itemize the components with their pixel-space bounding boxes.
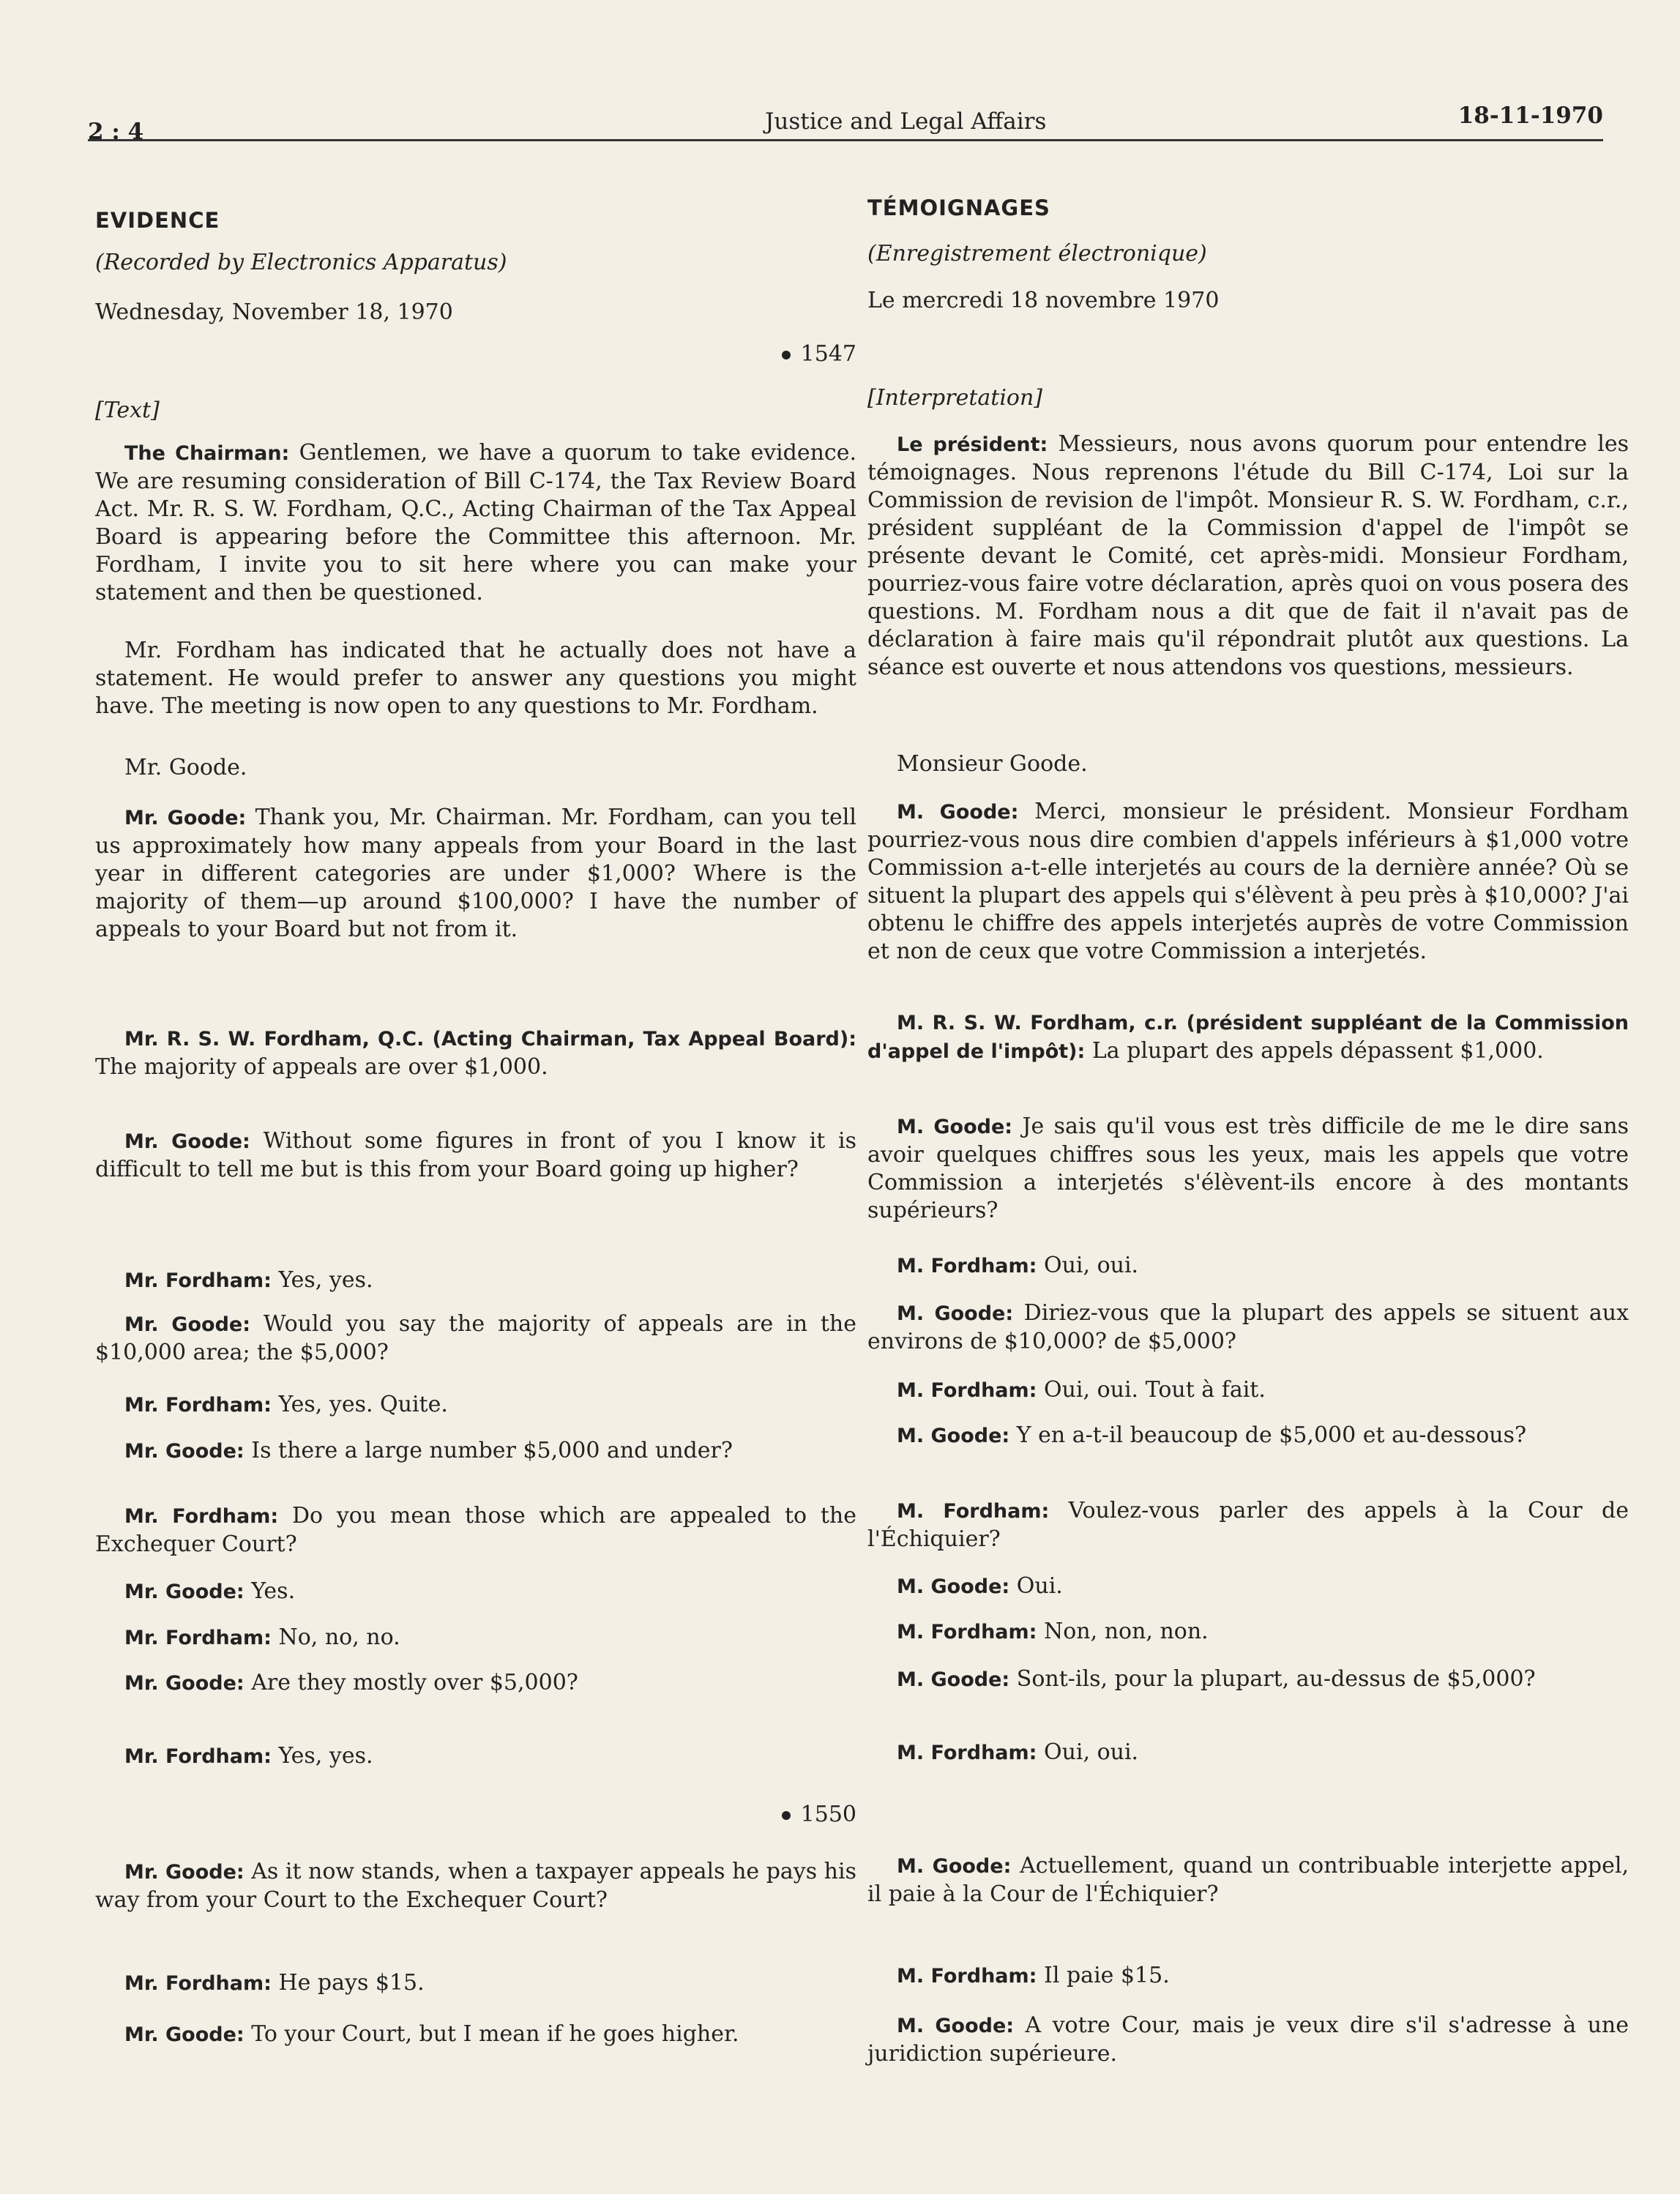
statement-paragraph: M. Goode: Diriez-vous que la plupart des appels se situent aux environs de $10,000? de $5,000? xyxy=(867,1300,1629,1354)
statement-paragraph: The Chairman: Gentlemen, we have a quorum to take evidence. We are resuming consideration of Bill C-174, the Tax Review Board Act. Mr. R. S. W. Fordham, Q.C., Acting Chairman of the Tax Appeal Board is appearing before the Committee this afternoon. Mr. Fordham, I invite you to sit here where you can make your statement and then be questioned. xyxy=(95,440,856,605)
statement-paragraph: M. Goode: Actuellement, quand un contribuable interjette appel, il paie à la Cour de l'Échiquier? xyxy=(867,1853,1629,1907)
speaker-name: Mr. Goode: xyxy=(124,2023,244,2046)
statement-paragraph: M. Fordham: Oui, oui. xyxy=(897,1253,1139,1278)
interpretation-label: [Interpretation] xyxy=(867,385,1043,411)
speaker-name: M. Goode: xyxy=(897,1425,1010,1447)
statement-paragraph: M. Fordham: Oui, oui. Tout à fait. xyxy=(897,1377,1266,1403)
statement-paragraph: Mr. R. S. W. Fordham, Q.C. (Acting Chairman, Tax Appeal Board): The majority of appeals are over $1,000. xyxy=(95,1028,856,1080)
time-marker: 1550 xyxy=(95,1801,856,1829)
speaker-name: Mr. Fordham: xyxy=(124,1972,272,1995)
date-line: Le mercredi 18 novembre 1970 xyxy=(867,288,1220,313)
speaker-name: M. Goode: xyxy=(897,1668,1010,1691)
speaker-name: Mr. R. S. W. Fordham, Q.C. (Acting Chairman, Tax Appeal Board): xyxy=(124,1028,856,1051)
speaker-name: M. Goode: xyxy=(897,1575,1010,1598)
speaker-name: M. R. S. W. Fordham, c.r. (président suppléant de la Commission d'appel de l'impôt): xyxy=(867,1012,1629,1063)
speaker-name: M. Fordham: xyxy=(897,1379,1037,1402)
statement-paragraph: Mr. Goode: Would you say the majority of appeals are in the $10,000 area; the $5,000? xyxy=(95,1311,857,1365)
statement-paragraph: M. Goode: Oui. xyxy=(897,1573,1063,1599)
date-line: Wednesday, November 18, 1970 xyxy=(95,299,453,325)
speaker-name: M. Goode: xyxy=(897,1302,1014,1325)
statement-paragraph: M. Goode: Sont-ils, pour la plupart, au-dessus de $5,000? xyxy=(897,1666,1536,1692)
statement-paragraph: M. Goode: Je sais qu'il vous est très difficile de me le dire sans avoir quelques chiffres sous les yeux, mais les appels que votre Commission a interjetés s'élèvent-ils encore à des montants supérieurs? xyxy=(867,1113,1629,1223)
statement-paragraph: M. R. S. W. Fordham, c.r. (président suppléant de la Commission d'appel de l'impôt): La plupart des appels dépassent $1,000. xyxy=(867,1012,1629,1064)
speaker-name: M. Goode: xyxy=(897,2015,1015,2037)
statement-paragraph: Mr. Goode: Are they mostly over $5,000? xyxy=(124,1670,578,1695)
speaker-name: Mr. Goode: xyxy=(124,1440,244,1463)
recording-note: (Recorded by Electronics Apparatus) xyxy=(95,250,507,275)
speaker-name: Mr. Goode: xyxy=(124,1672,244,1695)
statement-paragraph: Mr. Fordham: Yes, yes. Quite. xyxy=(124,1392,448,1417)
statement-paragraph: Mr. Fordham: Yes, yes. xyxy=(124,1267,373,1293)
statement-paragraph: M. Goode: Merci, monsieur le président. Monsieur Fordham pourriez-vous nous dire combien d'appels inférieurs à $1,000 votre Commission a-t-elle interjetés au cours de la dernière année? Où se situent la plupart des appels qui s'élèvent à peu près à $10,000? J'ai obtenu le chiffre des appels interjetés auprès de votre Commission et non de ceux que votre Commission a interjetés. xyxy=(867,799,1629,964)
statement-paragraph: Mr. Fordham: No, no, no. xyxy=(124,1624,400,1650)
speaker-name: M. Goode: xyxy=(897,1116,1013,1138)
speaker-name: M. Fordham: xyxy=(897,1255,1037,1277)
speaker-name: Mr. Fordham: xyxy=(124,1745,272,1768)
statement-paragraph: Mr. Fordham has indicated that he actually does not have a statement. He would prefer to answer any questions you might have. The meeting is now open to any questions to Mr. Fordham. xyxy=(95,638,856,719)
header-date: 18-11-1970 xyxy=(1457,102,1603,129)
speaker-name: Mr. Fordham: xyxy=(124,1269,272,1292)
speaker-name: The Chairman: xyxy=(124,442,290,465)
speaker-name: Mr. Goode: xyxy=(124,807,247,829)
section-heading: TÉMOIGNAGES xyxy=(867,195,1050,220)
speaker-name: M. Goode: xyxy=(897,1855,1012,1878)
speaker-name: Mr. Goode: xyxy=(124,1861,244,1884)
statement-paragraph: Mr. Fordham: He pays $15. xyxy=(124,1970,425,1996)
page-number: 2 : 4 xyxy=(88,119,144,145)
speaker-name: Le président: xyxy=(897,433,1048,456)
statement-paragraph: M. Fordham: Non, non, non. xyxy=(897,1619,1209,1644)
speaker-name: Mr. Goode: xyxy=(124,1581,244,1603)
bullet-icon xyxy=(782,351,791,359)
speaker-name: Mr. Fordham: xyxy=(124,1505,279,1528)
section-heading: EVIDENCE xyxy=(95,208,220,233)
running-title: Justice and Legal Affairs xyxy=(765,108,1047,135)
time-marker: 1547 xyxy=(95,340,856,368)
recording-note: (Enregistrement électronique) xyxy=(867,241,1207,266)
speaker-name: Mr. Goode: xyxy=(124,1313,251,1336)
statement-paragraph: M. Goode: A votre Cour, mais je veux dire s'il s'adresse à une juridiction supérieure. xyxy=(867,2012,1629,2067)
speaker-name: M. Fordham: xyxy=(897,1500,1050,1523)
statement-paragraph: M. Fordham: Voulez-vous parler des appels à la Cour de l'Échiquier? xyxy=(867,1498,1629,1552)
statement-paragraph: Mr. Goode: To your Court, but I mean if he goes higher. xyxy=(124,2021,739,2047)
speaker-name: M. Fordham: xyxy=(897,1621,1037,1643)
statement-paragraph: Mr. Goode: Is there a large number $5,000 and under? xyxy=(124,1438,733,1463)
statement-paragraph: Le président: Messieurs, nous avons quorum pour entendre les témoignages. Nous reprenons l'étude du Bill C-174, Loi sur la Commission de revision de l'impôt. Monsieur R. S. W. Fordham, c.r., président suppléant de la Commission d'appel de l'impôt se présente devant le Comité, cet après-midi. Monsieur Fordham, pourriez-vous faire votre déclaration, après quoi on vous posera des questions. M. Fordham nous a dit que de fait il n'avait pas de déclaration à faire mais qu'il répondrait plutôt aux questions. La séance est ouverte et nous attendons vos questions, messieurs. xyxy=(867,431,1629,680)
statement-paragraph: Mr. Goode. xyxy=(124,755,247,780)
statement-paragraph: M. Goode: Y en a-t-il beaucoup de $5,000 et au-dessous? xyxy=(897,1422,1527,1448)
bullet-icon xyxy=(782,1811,791,1820)
speaker-name: M. Fordham: xyxy=(897,1742,1037,1764)
statement-paragraph: Mr. Fordham: Yes, yes. xyxy=(124,1743,373,1769)
statement-paragraph: M. Fordham: Il paie $15. xyxy=(897,1963,1170,1988)
statement-paragraph: Mr. Goode: Yes. xyxy=(124,1578,296,1604)
statement-paragraph: Monsieur Goode. xyxy=(897,751,1088,777)
speaker-name: Mr. Goode: xyxy=(124,1130,250,1153)
statement-paragraph: Mr. Fordham: Do you mean those which are appealed to the Exchequer Court? xyxy=(95,1503,857,1557)
speaker-name: Mr. Fordham: xyxy=(124,1627,272,1649)
speaker-name: Mr. Fordham: xyxy=(124,1394,272,1417)
statement-paragraph: Mr. Goode: Thank you, Mr. Chairman. Mr. Fordham, can you tell us approximately how many appeals from your Board in the last year in different categories are under $1,000? Where is the majority of them—up around $100,000? I have the number of appeals to your Board but not from it. xyxy=(95,805,856,942)
text-label: [Text] xyxy=(95,398,160,423)
speaker-name: M. Fordham: xyxy=(897,1965,1037,1988)
statement-paragraph: Mr. Goode: As it now stands, when a taxpayer appeals he pays his way from your Court to the Exchequer Court? xyxy=(95,1859,856,1913)
statement-paragraph: Mr. Goode: Without some figures in front of you I know it is difficult to tell me but is this from your Board going up higher? xyxy=(95,1128,856,1182)
page-header xyxy=(88,102,1603,145)
statement-paragraph: M. Fordham: Oui, oui. xyxy=(897,1739,1139,1765)
speaker-name: M. Goode: xyxy=(897,801,1019,824)
